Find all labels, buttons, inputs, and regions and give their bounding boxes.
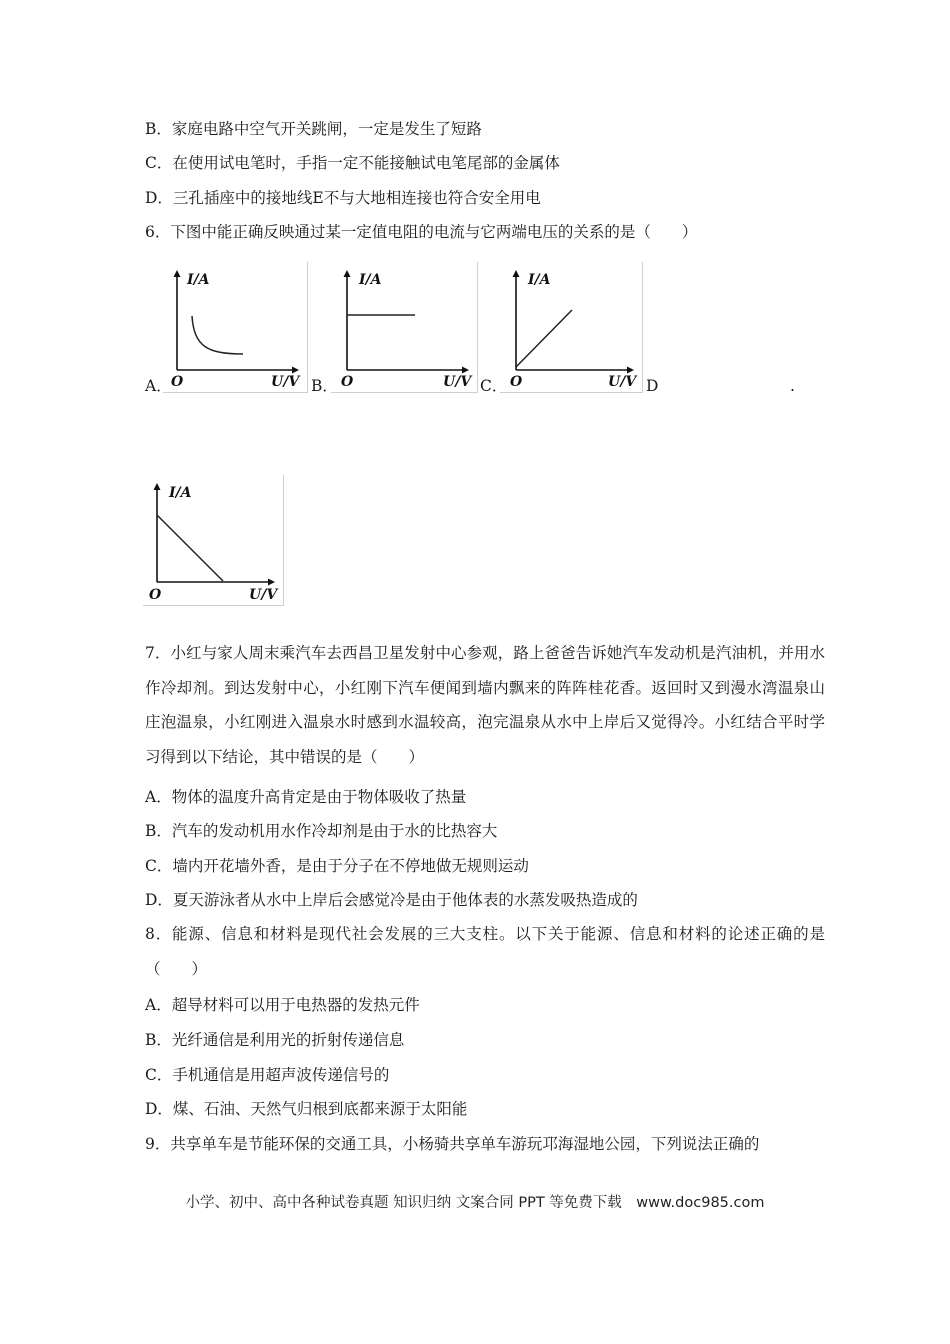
q6d-line [157, 515, 223, 581]
q8-option-b: B．光纤通信是利用光的折射传递信息 [145, 1031, 405, 1049]
q6-stem: 6．下图中能正确反映通过某一定值电阻的电流与它两端电压的关系的是（ ） [145, 223, 698, 241]
q8-option-c: C．手机通信是用超声波传递信号的 [145, 1066, 390, 1084]
q6-graph-d [143, 475, 284, 606]
q7-option-a: A．物体的温度升高肯定是由于物体吸收了热量 [145, 788, 467, 806]
q6-trailing-dot: . [790, 377, 795, 395]
q6c-x-axis-label: U/V [608, 374, 637, 390]
q5-option-c: C．在使用试电笔时，手指一定不能接触试电笔尾部的金属体 [145, 154, 560, 172]
q8-option-a: A．超导材料可以用于电热器的发热元件 [145, 996, 420, 1014]
q6d-origin-label: O [149, 587, 162, 603]
q6-graph-b [331, 262, 478, 393]
q8-option-d: D．煤、石油、天然气归根到底都来源于太阳能 [145, 1100, 468, 1118]
q7-option-b: B．汽车的发动机用水作冷却剂是由于水的比热容大 [145, 822, 498, 840]
q6-graph-c [500, 262, 643, 393]
q6c-y-axis-label: I/A [528, 272, 551, 288]
q6b-y-axis-label: I/A [359, 272, 382, 288]
q6a-curve [192, 316, 243, 354]
q6c-line [516, 310, 572, 367]
q6-option-a-label: A． [145, 377, 172, 395]
q6c-origin-label: O [510, 374, 523, 390]
q6d-y-axis-label: I/A [169, 485, 192, 501]
q6-graph-a [163, 262, 308, 393]
q6-option-b-label: B． [311, 377, 338, 395]
q6d-x-axis-label: U/V [249, 587, 278, 603]
q7-stem: 7．小红与家人周末乘汽车去西昌卫星发射中心参观，路上爸爸告诉她汽车发动机是汽油机，并用水作冷却剂。到达发射中心，小红刚下汽车便闻到墙内飘来的阵阵桂花香。返回时又到漫水湾温泉山庄泡温泉，小红刚进入温泉水时感到水温较高，泡完温泉从水中上岸后又觉得冷。小红结合平时学习得到以下结论，其中错误的是（ ） [145, 644, 825, 766]
q8-stem: 8．能源、信息和材料是现代社会发展的三大支柱。以下关于能源、信息和材料的论述正确的是（ ） [145, 925, 825, 978]
q6a-y-axis-label: I/A [187, 272, 210, 288]
q7-option-d: D．夏天游泳者从水中上岸后会感觉冷是由于他体表的水蒸发吸热造成的 [145, 891, 638, 909]
q7-option-c: C．墙内开花墙外香，是由于分子在不停地做无规则运动 [145, 857, 529, 875]
page-footer: 小学、初中、高中各种试卷真题 知识归纳 文案合同 PPT 等免费下载 www.doc985.com [185, 1195, 765, 1211]
q9-stem: 9．共享单车是节能环保的交通工具，小杨骑共享单车游玩邛海湿地公园，下列说法正确的 [145, 1135, 760, 1153]
q6b-x-axis-label: U/V [443, 374, 472, 390]
q6a-x-axis-label: U/V [271, 374, 300, 390]
q6-option-d-label: D [646, 377, 659, 395]
q6b-origin-label: O [341, 374, 354, 390]
q6a-origin-label: O [171, 374, 184, 390]
q5-option-b: B．家庭电路中空气开关跳闸，一定是发生了短路 [145, 120, 482, 138]
q6-option-c-label: C． [480, 377, 508, 395]
q5-option-d: D．三孔插座中的接地线E不与大地相连接也符合安全用电 [145, 189, 541, 207]
